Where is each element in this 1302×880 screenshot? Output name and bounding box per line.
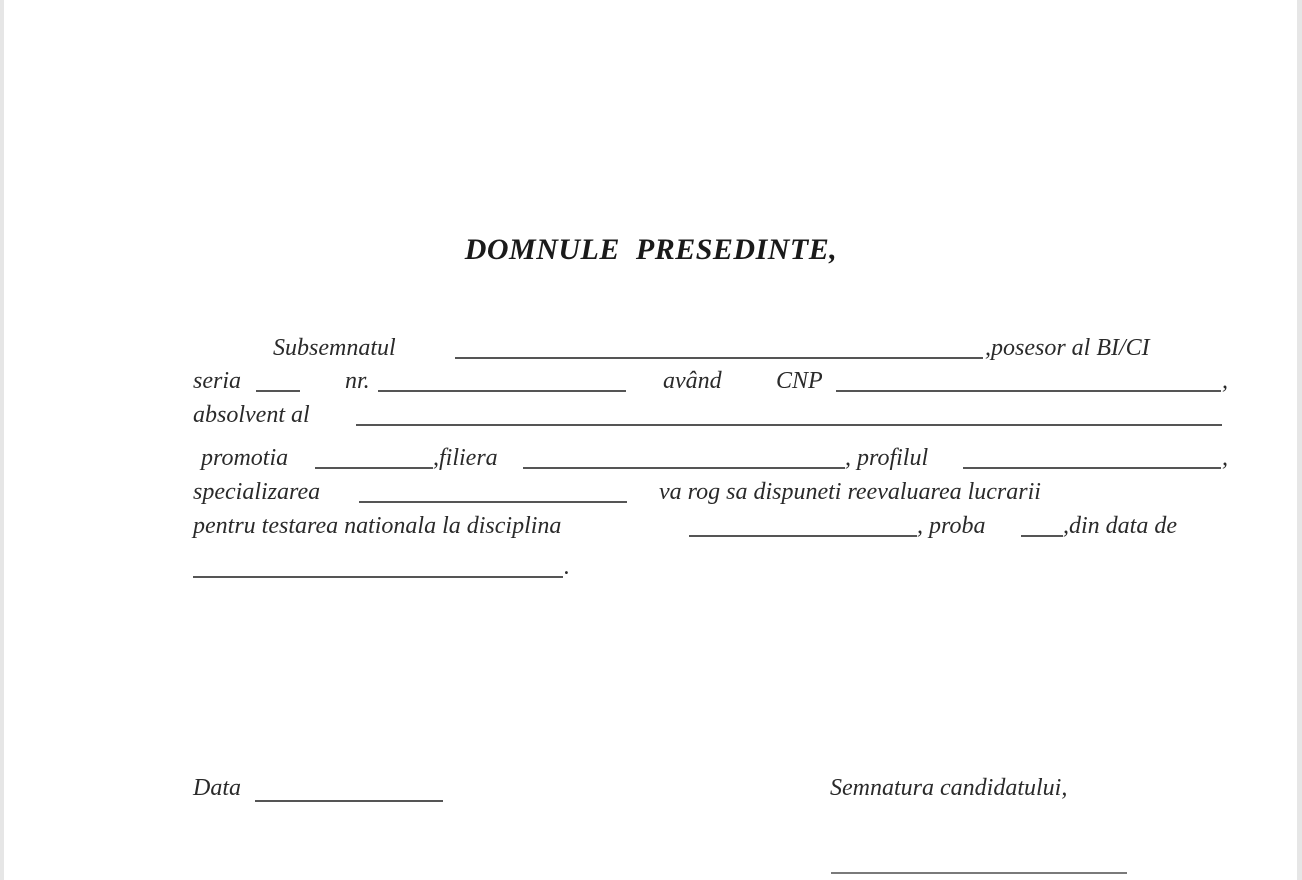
trail-period: . bbox=[564, 554, 570, 580]
label-absolvent: absolvent al bbox=[193, 402, 310, 428]
label-proba: , proba bbox=[917, 513, 986, 539]
form-line-4 bbox=[193, 443, 1230, 473]
label-profilul: , profilul bbox=[845, 445, 929, 471]
text-pentru: pentru testarea nationala la disciplina bbox=[193, 513, 562, 539]
trail-comma: , bbox=[1222, 368, 1228, 394]
label-subsemnatul: Subsemnatul bbox=[273, 335, 396, 361]
label-nr: nr. bbox=[345, 368, 370, 394]
trail-comma: , bbox=[1222, 445, 1228, 471]
signature-label-row bbox=[830, 773, 1210, 803]
form-line-5 bbox=[193, 477, 1230, 507]
label-avand: având bbox=[663, 368, 722, 394]
date-field[interactable] bbox=[255, 800, 443, 802]
specializarea-field[interactable] bbox=[359, 501, 627, 503]
label-cnp: CNP bbox=[776, 368, 823, 394]
label-filiera: ,filiera bbox=[433, 445, 498, 471]
label-specializarea: specializarea bbox=[193, 479, 321, 505]
page-edge-right bbox=[1297, 0, 1302, 880]
label-semnatura: Semnatura candidatului, bbox=[830, 775, 1068, 801]
label-din-data: ,din data de bbox=[1063, 513, 1177, 539]
label-posesor: ,posesor al BI/CI bbox=[985, 335, 1150, 361]
disciplina-field[interactable] bbox=[689, 535, 917, 537]
label-data: Data bbox=[193, 775, 241, 801]
page-edge-left bbox=[0, 0, 4, 880]
name-field[interactable] bbox=[455, 357, 983, 359]
form-line-2 bbox=[193, 366, 1230, 396]
text-request: va rog sa dispuneti reevaluarea lucrarii bbox=[659, 479, 1041, 505]
form-line-6 bbox=[193, 511, 1230, 541]
filiera-field[interactable] bbox=[523, 467, 845, 469]
nr-field[interactable] bbox=[378, 390, 626, 392]
signature-field[interactable] bbox=[831, 872, 1127, 874]
cnp-field[interactable] bbox=[836, 390, 1221, 392]
document-title: DOMNULE PRESEDINTE, bbox=[464, 233, 838, 266]
label-seria: seria bbox=[193, 368, 241, 394]
form-line-3 bbox=[193, 400, 1230, 430]
promotia-field[interactable] bbox=[315, 467, 433, 469]
proba-field[interactable] bbox=[1021, 535, 1063, 537]
exam-date-field[interactable] bbox=[193, 576, 563, 578]
form-line-7 bbox=[193, 552, 1230, 582]
absolvent-field[interactable] bbox=[356, 424, 1222, 426]
profilul-field[interactable] bbox=[963, 467, 1221, 469]
form-line-1 bbox=[193, 333, 1230, 363]
label-promotia: promotia bbox=[201, 445, 289, 471]
seria-field[interactable] bbox=[256, 390, 300, 392]
date-row bbox=[193, 773, 493, 803]
